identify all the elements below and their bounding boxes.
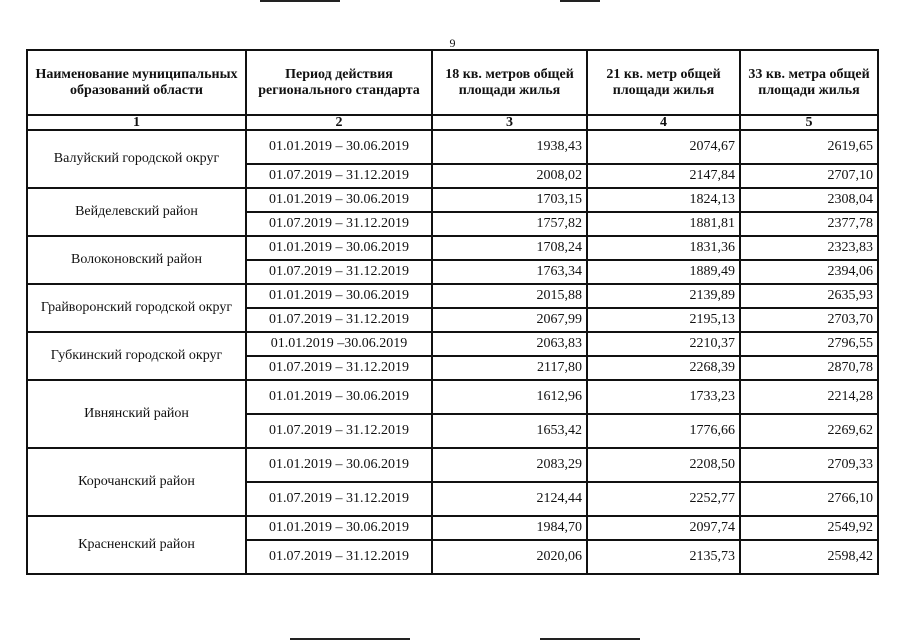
value-18sqm: 1703,15	[432, 188, 587, 212]
period-cell: 01.07.2019 – 31.12.2019	[246, 356, 432, 380]
municipality-name: Валуйский городской округ	[27, 130, 246, 188]
page-number: 9	[449, 36, 456, 50]
municipality-name: Губкинский городской округ	[27, 332, 246, 380]
period-cell: 01.01.2019 – 30.06.2019	[246, 448, 432, 482]
municipality-name: Волоконовский район	[27, 236, 246, 284]
period-cell: 01.01.2019 – 30.06.2019	[246, 236, 432, 260]
value-33sqm: 2549,92	[740, 516, 878, 540]
value-21sqm: 1889,49	[587, 260, 740, 284]
period-cell: 01.07.2019 – 31.12.2019	[246, 164, 432, 188]
value-21sqm: 2074,67	[587, 130, 740, 164]
value-21sqm: 2097,74	[587, 516, 740, 540]
value-33sqm: 2323,83	[740, 236, 878, 260]
value-18sqm: 2124,44	[432, 482, 587, 516]
column-number: 3	[432, 115, 587, 130]
value-18sqm: 2008,02	[432, 164, 587, 188]
municipality-name: Грайворонский городской округ	[27, 284, 246, 332]
table-row	[27, 284, 878, 308]
value-33sqm: 2619,65	[740, 130, 878, 164]
header-municipality: Наименование муниципальных образований области	[27, 50, 246, 115]
value-33sqm: 2707,10	[740, 164, 878, 188]
table-row	[27, 236, 878, 260]
value-33sqm: 2870,78	[740, 356, 878, 380]
value-21sqm: 2210,37	[587, 332, 740, 356]
value-21sqm: 2135,73	[587, 540, 740, 574]
period-cell: 01.07.2019 – 31.12.2019	[246, 414, 432, 448]
value-18sqm: 1757,82	[432, 212, 587, 236]
municipality-name: Красненский район	[27, 516, 246, 574]
table-row	[27, 448, 878, 482]
municipality-name: Вейделевский район	[27, 188, 246, 236]
period-cell: 01.07.2019 – 31.12.2019	[246, 540, 432, 574]
value-21sqm: 1776,66	[587, 414, 740, 448]
scan-edge-top-left	[260, 0, 340, 2]
header-33sqm: 33 кв. метра общей площади жилья	[740, 50, 878, 115]
value-33sqm: 2377,78	[740, 212, 878, 236]
header-21sqm: 21 кв. метр общей площади жилья	[587, 50, 740, 115]
header-18sqm: 18 кв. метров общей площади жилья	[432, 50, 587, 115]
value-21sqm: 1831,36	[587, 236, 740, 260]
table-body	[27, 130, 878, 574]
value-21sqm: 1881,81	[587, 212, 740, 236]
table-row	[27, 130, 878, 164]
value-21sqm: 2147,84	[587, 164, 740, 188]
period-cell: 01.01.2019 –30.06.2019	[246, 332, 432, 356]
value-21sqm: 2139,89	[587, 284, 740, 308]
period-cell: 01.07.2019 – 31.12.2019	[246, 260, 432, 284]
table-row	[27, 188, 878, 212]
period-cell: 01.01.2019 – 30.06.2019	[246, 284, 432, 308]
period-cell: 01.01.2019 – 30.06.2019	[246, 380, 432, 414]
header-period: Период действия регионального стандарта	[246, 50, 432, 115]
column-number: 5	[740, 115, 878, 130]
value-21sqm: 2268,39	[587, 356, 740, 380]
value-21sqm: 2208,50	[587, 448, 740, 482]
municipality-name: Ивнянский район	[27, 380, 246, 448]
value-18sqm: 2063,83	[432, 332, 587, 356]
period-cell: 01.01.2019 – 30.06.2019	[246, 130, 432, 164]
period-cell: 01.07.2019 – 31.12.2019	[246, 212, 432, 236]
value-18sqm: 2083,29	[432, 448, 587, 482]
column-number: 1	[27, 115, 246, 130]
value-18sqm: 1612,96	[432, 380, 587, 414]
municipality-name: Корочанский район	[27, 448, 246, 516]
column-number-row	[27, 115, 878, 130]
period-cell: 01.07.2019 – 31.12.2019	[246, 308, 432, 332]
value-18sqm: 1708,24	[432, 236, 587, 260]
value-18sqm: 2015,88	[432, 284, 587, 308]
column-number: 4	[587, 115, 740, 130]
value-21sqm: 1824,13	[587, 188, 740, 212]
value-18sqm: 1938,43	[432, 130, 587, 164]
value-33sqm: 2214,28	[740, 380, 878, 414]
scan-edge-top-right	[560, 0, 600, 2]
value-33sqm: 2796,55	[740, 332, 878, 356]
value-21sqm: 1733,23	[587, 380, 740, 414]
value-18sqm: 1763,34	[432, 260, 587, 284]
value-18sqm: 2117,80	[432, 356, 587, 380]
period-cell: 01.01.2019 – 30.06.2019	[246, 516, 432, 540]
period-cell: 01.01.2019 – 30.06.2019	[246, 188, 432, 212]
value-18sqm: 2067,99	[432, 308, 587, 332]
value-33sqm: 2308,04	[740, 188, 878, 212]
standards-table	[26, 49, 879, 575]
value-21sqm: 2195,13	[587, 308, 740, 332]
value-33sqm: 2269,62	[740, 414, 878, 448]
value-18sqm: 2020,06	[432, 540, 587, 574]
period-cell: 01.07.2019 – 31.12.2019	[246, 482, 432, 516]
value-18sqm: 1653,42	[432, 414, 587, 448]
value-33sqm: 2635,93	[740, 284, 878, 308]
table-row	[27, 380, 878, 414]
value-21sqm: 2252,77	[587, 482, 740, 516]
table-row	[27, 332, 878, 356]
header-row	[27, 50, 878, 115]
value-33sqm: 2709,33	[740, 448, 878, 482]
value-33sqm: 2598,42	[740, 540, 878, 574]
column-number: 2	[246, 115, 432, 130]
value-33sqm: 2703,70	[740, 308, 878, 332]
value-33sqm: 2394,06	[740, 260, 878, 284]
value-33sqm: 2766,10	[740, 482, 878, 516]
value-18sqm: 1984,70	[432, 516, 587, 540]
table-row	[27, 516, 878, 540]
